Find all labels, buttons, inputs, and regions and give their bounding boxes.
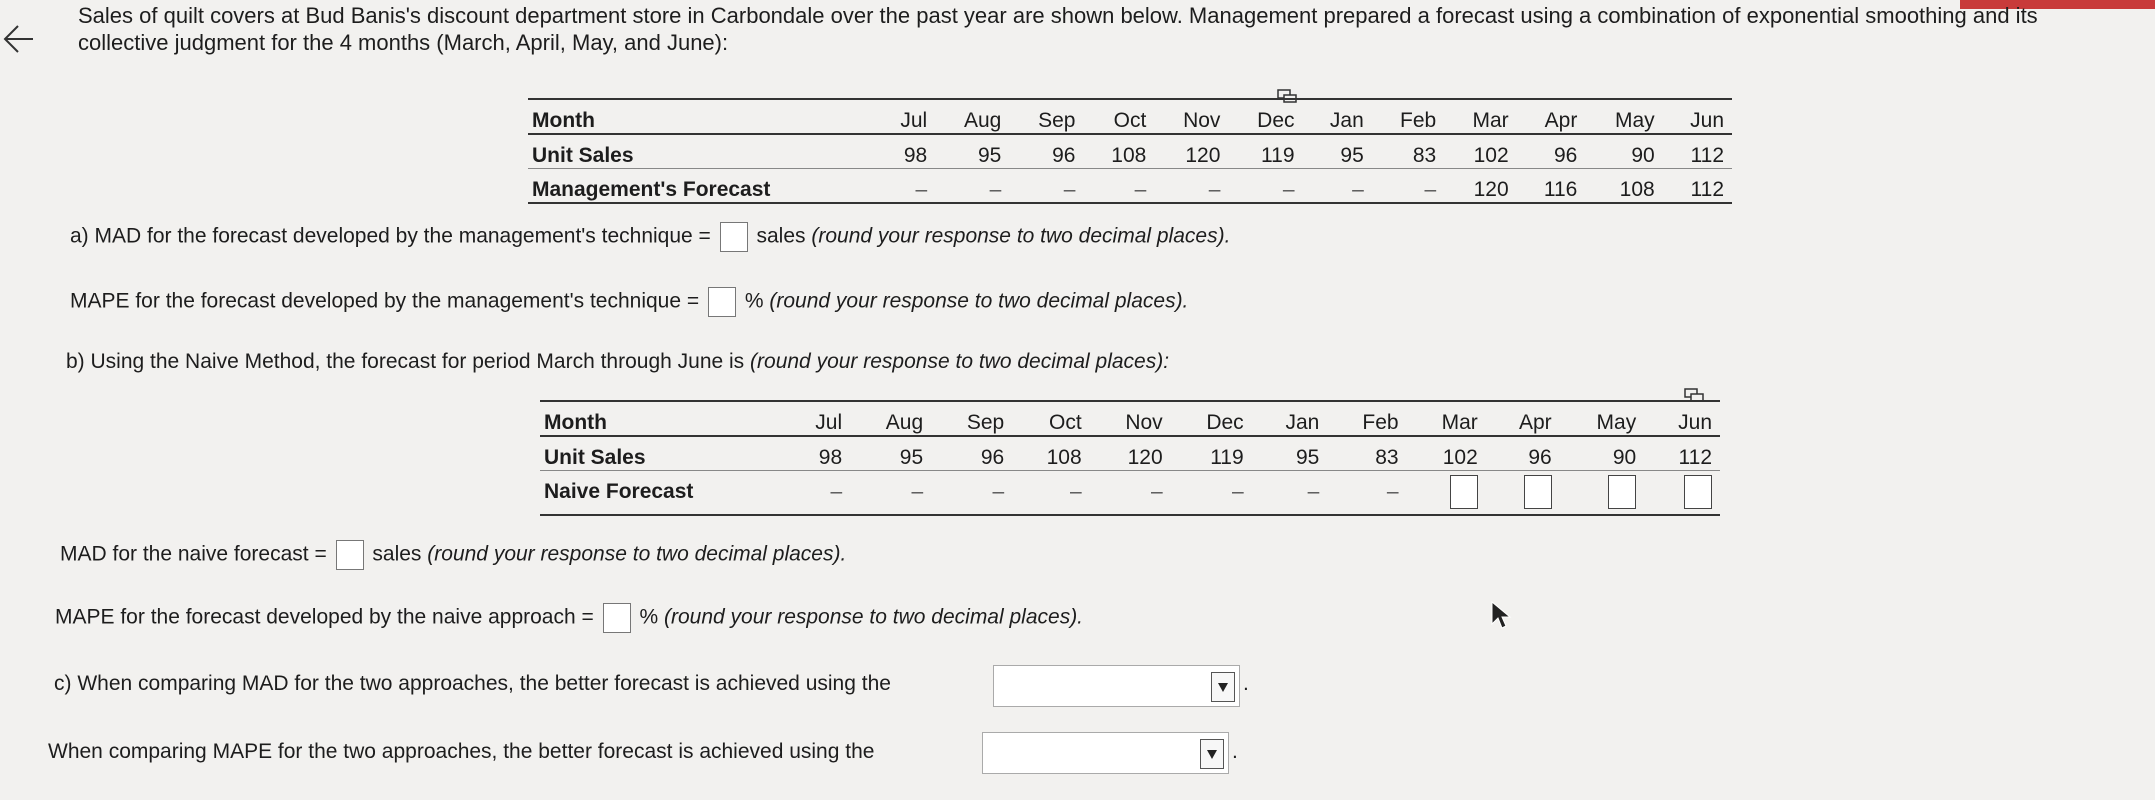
- forecast-cell: –: [1228, 169, 1302, 204]
- naive-forecast-table: [540, 400, 1720, 516]
- qc-mape-line: [48, 740, 874, 764]
- month-cell: Jan: [1252, 401, 1328, 436]
- month-cell: Apr: [1486, 401, 1560, 436]
- qb-mape-prefix: MAPE for the forecast developed by the naive approach =: [55, 605, 594, 629]
- month-cell: Sep: [1009, 99, 1083, 134]
- naive-forecast-jun-input[interactable]: [1684, 475, 1712, 509]
- month-cell: Jun: [1663, 99, 1732, 134]
- mouse-cursor-icon: [1490, 600, 1514, 630]
- sales-cell: 98: [785, 436, 850, 471]
- month-row: [528, 99, 1732, 134]
- forecast-cell: –: [1327, 471, 1406, 515]
- qb-intro-line: [66, 350, 1169, 374]
- naive-forecast-row: [540, 471, 1720, 515]
- sales-cell: 96: [1486, 436, 1560, 471]
- naive-forecast-may-input[interactable]: [1608, 475, 1636, 509]
- month-cell: May: [1585, 99, 1662, 134]
- month-cell: Jan: [1303, 99, 1372, 134]
- sales-cell: 108: [1012, 436, 1089, 471]
- qa-mape-unit: %: [744, 289, 764, 313]
- sales-cell: 112: [1644, 436, 1720, 471]
- qb-mape-line: [55, 603, 1083, 633]
- month-cell: May: [1560, 401, 1645, 436]
- qa-mape-note: (round your response to two decimal places).: [769, 289, 1189, 313]
- sales-cell: 96: [1009, 134, 1083, 169]
- forecast-cell: –: [1090, 471, 1171, 515]
- sales-cell: 95: [1252, 436, 1328, 471]
- forecast-cell: –: [1012, 471, 1089, 515]
- qa-mape-prefix: MAPE for the forecast developed by the management's technique =: [70, 289, 700, 313]
- sales-cell: 119: [1228, 134, 1302, 169]
- naive-forecast-apr-input[interactable]: [1524, 475, 1552, 509]
- qa-mad-prefix: a) MAD for the forecast developed by the management's technique =: [70, 224, 711, 248]
- sales-cell: 83: [1327, 436, 1406, 471]
- mad-management-input[interactable]: [720, 222, 748, 252]
- month-label: Month: [528, 99, 876, 134]
- forecast-cell: 108: [1585, 169, 1662, 204]
- mad-comparison-dropdown[interactable]: [993, 665, 1240, 707]
- sales-cell: 112: [1663, 134, 1732, 169]
- forecast-cell: 120: [1444, 169, 1516, 204]
- forecast-cell: –: [1083, 169, 1154, 204]
- management-forecast-table: [528, 98, 1732, 204]
- mape-comparison-dropdown[interactable]: [982, 732, 1229, 774]
- qc-mad-period: .: [1243, 672, 1249, 695]
- forecast-cell: –: [1252, 471, 1328, 515]
- qb-mad-note: (round your response to two decimal places).: [427, 542, 847, 566]
- month-cell: Feb: [1327, 401, 1406, 436]
- forecast-cell: –: [850, 471, 931, 515]
- forecast-cell: –: [931, 471, 1012, 515]
- month-cell: Mar: [1444, 99, 1516, 134]
- qb-mad-unit: sales: [372, 542, 422, 566]
- forecast-cell: –: [785, 471, 850, 515]
- naive-forecast-apr-cell: [1486, 471, 1560, 515]
- sales-cell: 90: [1560, 436, 1645, 471]
- qa-mad-unit: sales: [756, 224, 806, 248]
- month-cell: Jul: [876, 99, 936, 134]
- month-cell: Aug: [850, 401, 931, 436]
- sales-cell: 98: [876, 134, 936, 169]
- dropdown-caret-icon[interactable]: [1211, 672, 1235, 702]
- sales-cell: 95: [1303, 134, 1372, 169]
- qa-mad-line: [70, 222, 1230, 252]
- month-cell: Dec: [1171, 401, 1252, 436]
- forecast-cell: –: [1171, 471, 1252, 515]
- qb-mape-unit: %: [639, 605, 659, 629]
- qc-mape-period: .: [1232, 740, 1238, 763]
- qb-mad-prefix: MAD for the naive forecast =: [60, 542, 327, 566]
- mad-naive-input[interactable]: [336, 540, 364, 570]
- sales-cell: 120: [1154, 134, 1228, 169]
- sales-cell: 119: [1171, 436, 1252, 471]
- back-arrow-icon[interactable]: [0, 22, 34, 56]
- mape-naive-input[interactable]: [603, 603, 631, 633]
- forecast-cell: 112: [1663, 169, 1732, 204]
- sales-cell: 102: [1444, 134, 1516, 169]
- problem-statement: Sales of quilt covers at Bud Banis's discount department store in Carbondale over the past year are shown below. Management prepared a forecast using a combination of exponential smoothing and its collective judgment for the 4 months (March, April, May, and June):: [78, 3, 2038, 55]
- unit-sales-row: [540, 436, 1720, 471]
- qc-mad-prefix: c) When comparing MAD for the two approaches, the better forecast is achieved using the: [54, 672, 891, 695]
- management-forecast-row: [528, 169, 1732, 204]
- month-cell: Oct: [1083, 99, 1154, 134]
- month-cell: Sep: [931, 401, 1012, 436]
- sales-cell: 120: [1090, 436, 1171, 471]
- sales-cell: 102: [1407, 436, 1486, 471]
- unit-sales-label: Unit Sales: [540, 436, 785, 471]
- naive-forecast-jun-cell: [1644, 471, 1720, 515]
- month-cell: Jul: [785, 401, 850, 436]
- qb-mad-line: [60, 540, 846, 570]
- qb-mape-note: (round your response to two decimal places).: [663, 605, 1084, 629]
- naive-forecast-mar-input[interactable]: [1450, 475, 1478, 509]
- unit-sales-row: [528, 134, 1732, 169]
- month-row: [540, 401, 1720, 436]
- forecast-cell: –: [1303, 169, 1372, 204]
- qb-intro-note: (round your response to two decimal places):: [750, 350, 1170, 373]
- month-cell: Nov: [1154, 99, 1228, 134]
- forecast-cell: –: [935, 169, 1009, 204]
- forecast-cell: –: [876, 169, 936, 204]
- sales-cell: 96: [1517, 134, 1586, 169]
- sales-cell: 95: [935, 134, 1009, 169]
- month-cell: Mar: [1407, 401, 1486, 436]
- month-label: Month: [540, 401, 785, 436]
- month-cell: Oct: [1012, 401, 1089, 436]
- month-cell: Apr: [1517, 99, 1586, 134]
- sales-cell: 90: [1585, 134, 1662, 169]
- sales-cell: 96: [931, 436, 1012, 471]
- sales-cell: 83: [1372, 134, 1444, 169]
- month-cell: Jun: [1644, 401, 1720, 436]
- forecast-cell: –: [1372, 169, 1444, 204]
- qb-intro-prefix: b) Using the Naive Method, the forecast for period March through June is: [66, 350, 745, 373]
- forecast-cell: –: [1009, 169, 1083, 204]
- dropdown-caret-icon[interactable]: [1200, 739, 1224, 769]
- management-forecast-label: Management's Forecast: [528, 169, 876, 204]
- qc-mape-prefix: When comparing MAPE for the two approaches, the better forecast is achieved using the: [48, 740, 875, 763]
- naive-forecast-label: Naive Forecast: [540, 471, 785, 515]
- naive-forecast-may-cell: [1560, 471, 1645, 515]
- mape-management-input[interactable]: [708, 287, 736, 317]
- sales-cell: 108: [1083, 134, 1154, 169]
- qa-mad-note: (round your response to two decimal places).: [811, 224, 1231, 248]
- month-cell: Feb: [1372, 99, 1444, 134]
- unit-sales-label: Unit Sales: [528, 134, 876, 169]
- naive-forecast-mar-cell: [1407, 471, 1486, 515]
- qa-mape-line: [70, 287, 1188, 317]
- month-cell: Aug: [935, 99, 1009, 134]
- forecast-cell: 116: [1517, 169, 1586, 204]
- qc-mad-line: [54, 672, 891, 696]
- month-cell: Dec: [1228, 99, 1302, 134]
- forecast-cell: –: [1154, 169, 1228, 204]
- sales-cell: 95: [850, 436, 931, 471]
- month-cell: Nov: [1090, 401, 1171, 436]
